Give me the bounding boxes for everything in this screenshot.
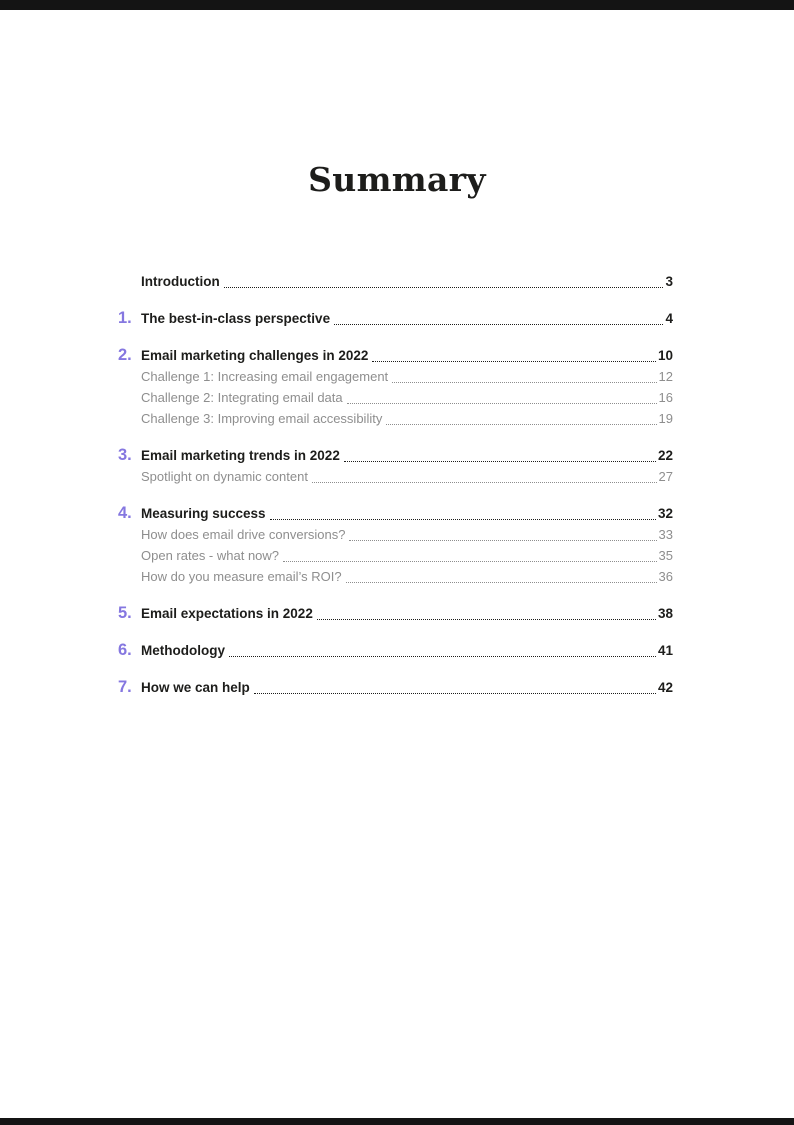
toc-subentry-challenge-1[interactable] [118,366,673,387]
toc-dot-leader [317,619,656,620]
toc-dot-leader [372,361,656,362]
toc-entry-page: 33 [658,527,673,542]
toc-entry-page: 12 [658,369,673,384]
toc-subentry-open-rates[interactable] [118,545,673,566]
document-page [0,10,794,1118]
toc-entry-number: 6. [118,641,132,659]
toc-subentry-challenge-2[interactable] [118,387,673,408]
toc-entry-page: 10 [657,348,673,363]
toc-entry-label: Email expectations in 2022 [141,606,313,621]
toc-dot-leader [334,324,663,325]
toc-entry-page: 16 [658,390,673,405]
toc-entry-page: 22 [657,448,673,463]
toc-entry-page: 27 [658,469,673,484]
toc-subentry-challenge-3[interactable] [118,408,673,429]
toc-entry-how-we-can-help[interactable] [118,677,673,698]
toc-dot-leader [386,424,656,425]
toc-dot-leader [224,287,664,288]
toc-entry-page: 4 [665,311,673,326]
toc-entry-methodology[interactable] [118,640,673,661]
toc-entry-label: Challenge 3: Improving email accessibility [141,411,383,426]
toc-entry-label: How does email drive conversions? [141,527,346,542]
toc-entry-challenges[interactable] [118,345,673,366]
toc-dot-leader [392,382,656,383]
toc-dot-leader [346,582,657,583]
toc-subentry-dynamic-content[interactable] [118,466,673,487]
toc-entry-page: 41 [657,643,673,658]
toc-entry-label: Open rates - what now? [141,548,280,563]
toc-entry-label: How we can help [141,680,250,695]
toc-entry-label: Spotlight on dynamic content [141,469,308,484]
toc-dot-leader [229,656,656,657]
toc-dot-leader [344,461,656,462]
toc-entry-label: Email marketing trends in 2022 [141,448,340,463]
toc-entry-number: 5. [118,604,132,622]
toc-entry-best-in-class[interactable] [118,308,673,329]
toc-entry-number: 7. [118,678,132,696]
toc-entry-page: 38 [657,606,673,621]
toc-subentry-email-roi[interactable] [118,566,673,587]
toc-entry-page: 42 [657,680,673,695]
toc-entry-label: The best-in-class perspective [141,311,331,326]
toc-entry-label: Introduction [141,274,220,289]
toc-entry-number: 4. [118,504,132,522]
toc-dot-leader [347,403,657,404]
toc-entry-page: 32 [657,506,673,521]
toc-dot-leader [283,561,657,562]
toc-entry-page: 3 [665,274,673,289]
toc-dot-leader [312,482,657,483]
toc-dot-leader [254,693,656,694]
toc-entry-label: Challenge 2: Integrating email data [141,390,343,405]
toc-entry-number: 2. [118,346,132,364]
toc-entry-page: 19 [658,411,673,426]
toc-entry-label: How do you measure email’s ROI? [141,569,342,584]
toc-entry-measuring-success[interactable] [118,503,673,524]
toc-entry-page: 36 [658,569,673,584]
toc-entry-trends[interactable] [118,445,673,466]
toc-entry-label: Email marketing challenges in 2022 [141,348,369,363]
page-title: Summary [308,160,486,199]
toc-entry-label: Measuring success [141,506,266,521]
toc-entry-label: Methodology [141,643,225,658]
toc-entry-number: 1. [118,309,132,327]
toc-dot-leader [270,519,656,520]
toc-subentry-conversions[interactable] [118,524,673,545]
toc-entry-number: 3. [118,446,132,464]
toc-dot-leader [349,540,656,541]
toc-entry-expectations[interactable] [118,603,673,624]
toc-entry-label: Challenge 1: Increasing email engagement [141,369,389,384]
toc-entry-page: 35 [658,548,673,563]
toc-entry-introduction[interactable] [118,271,673,292]
table-of-contents [118,271,673,698]
